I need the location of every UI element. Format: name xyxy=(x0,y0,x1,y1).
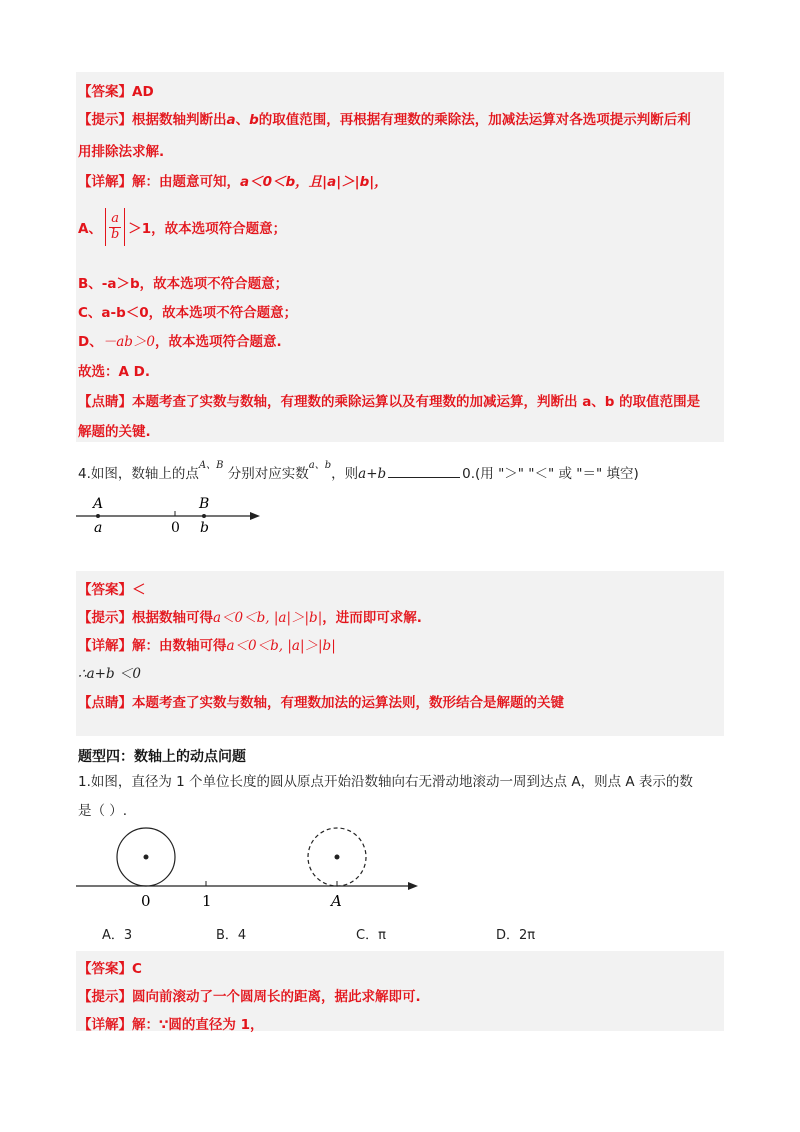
option-d-explain: D、－ab＞0，故本选项符合题意. xyxy=(78,334,282,350)
dashed-circle-center xyxy=(335,855,340,860)
answer-label-2: 【答案】＜ xyxy=(78,582,146,598)
label-B: B xyxy=(199,496,210,512)
hint-line-1b: 用排除法求解. xyxy=(78,144,165,160)
therefore-line: ∴a+b ＜0 xyxy=(78,666,141,682)
hint-line-1: 【提示】根据数轴判断出a、b的取值范围，再根据有理数的乘除法，加减法运算对各选项提示判断后利 xyxy=(78,112,691,128)
comment-line-1: 【点睛】本题考查了实数与数轴，有理数的乘除运算以及有理数的加减运算，判断出 a、b 的取值范围是 xyxy=(78,394,701,410)
section-title: 题型四：数轴上的动点问题 xyxy=(78,749,246,765)
rolling-circle-figure xyxy=(70,822,430,914)
detail-line-2: 【详解】解：由数轴可得a＜0＜b, |a|＞|b| xyxy=(78,638,336,654)
option-c: C．π xyxy=(356,928,386,943)
label-zero: 0 xyxy=(171,520,180,536)
question-1-line1: 1.如图，直径为 1 个单位长度的圆从原点开始沿数轴向右无滑动地滚动一周到达点 A，则点 A 表示的数 xyxy=(78,774,693,790)
hint-line-3: 【提示】圆向前滚动了一个圆周长的距离，据此求解即可. xyxy=(78,989,421,1005)
hint-line-2: 【提示】根据数轴可得a＜0＜b, |a|＞|b|，进而即可求解. xyxy=(78,610,422,626)
solid-circle-center xyxy=(144,855,149,860)
label-a: a xyxy=(94,520,103,536)
option-a-explain: A、 $\frac{a}{b}$ ＞1，故本选项符合题意； xyxy=(78,208,286,246)
option-a: A．3 xyxy=(102,928,133,943)
option-b-explain: B、-a＞b，故本选项不符合题意； xyxy=(78,276,289,292)
answer-label-3: 【答案】C xyxy=(78,961,142,977)
label-b: b xyxy=(200,520,209,536)
question-1-line2: 是（ ）. xyxy=(78,803,128,819)
option-d: D．2π xyxy=(496,928,536,943)
number-line-figure-q4 xyxy=(70,494,270,544)
detail-line-3: 【详解】解：∵圆的直径为 1， xyxy=(78,1017,264,1033)
comment-line-2: 【点睛】本题考查了实数与数轴，有理数加法的运算法则，数形结合是解题的关键 xyxy=(78,695,564,711)
detail-line-1: 【详解】解：由题意可知，a＜0＜b，且|a|＞|b|， xyxy=(78,174,388,190)
label-point-a: A xyxy=(331,892,342,910)
point-b-dot xyxy=(202,514,206,518)
answer-label-1: 【答案】AD xyxy=(78,84,154,100)
choose-line: 故选：A D. xyxy=(78,364,150,380)
point-a-dot xyxy=(96,514,100,518)
comment-line-1b: 解题的关键. xyxy=(78,424,151,440)
option-b: B．4 xyxy=(216,928,247,943)
label-one: 1 xyxy=(202,892,212,910)
label-zero: 0 xyxy=(141,892,151,910)
answer-blank xyxy=(388,465,460,478)
option-c-explain: C、a-b＜0，故本选项不符合题意； xyxy=(78,305,298,321)
question-4-text: 4.如图，数轴上的点$^{A、B}$ 分别对应实数$^{a、b}$，则a+b 0.(用 "＞" "＜" 或 "＝" 填空) xyxy=(78,460,639,482)
label-A: A xyxy=(93,496,104,512)
